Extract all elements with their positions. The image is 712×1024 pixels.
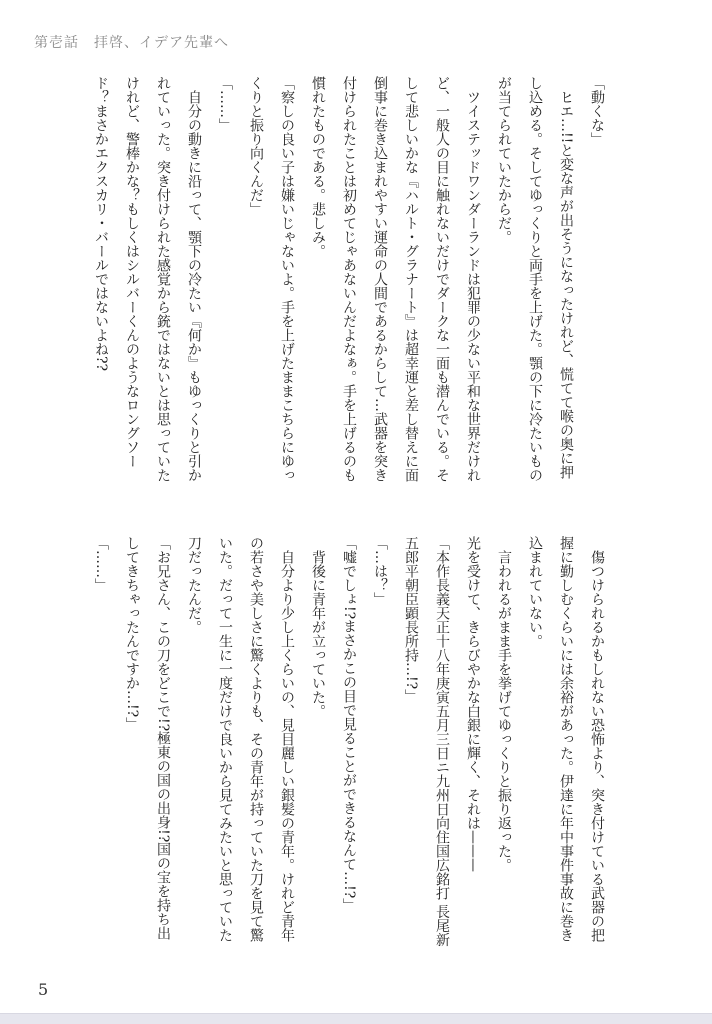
- page-number: 5: [38, 980, 49, 999]
- viewer-bottom-bar: [0, 1013, 712, 1024]
- text-line: くりと振り向くんだ」: [248, 76, 264, 216]
- text-line: 自分より少し上くらいの、見目麗しい銀髪の青年。けれど青年: [279, 536, 295, 942]
- text-line: れていった。突き付けられた感覚から銃ではないとは思っていた: [155, 76, 171, 482]
- text-line: 「…は？」: [372, 536, 388, 606]
- text-line: 握に勤しむくらいには余裕があった。伊達に年中事件事故に巻き: [558, 536, 574, 942]
- text-line: 「察しの良い子は嫌いじゃないよ。手を上げたままこちらにゆっ: [279, 76, 295, 482]
- text-line: ど、一般人の目に触れないだけでダークな一面も潜んでいる。そ: [434, 76, 450, 482]
- text-line: ヒエ…!!と変な声が出そうになったけれど、慌てて喉の奥に押: [558, 76, 574, 480]
- text-line: の若さや美しさに驚くよりも、その青年が持っていた刀を見て驚: [248, 536, 264, 942]
- chapter-header: 第壱話 拝啓、イデア先輩へ: [34, 35, 229, 51]
- text-line: してきちゃったんですか…!?」: [124, 536, 140, 732]
- text-block-bottom: [85, 536, 612, 976]
- text-block-top: [85, 76, 612, 516]
- text-line: して悲しいかな『ハルト・グラナート』は超幸運と差し替えに面: [403, 76, 419, 482]
- text-line: 「……」: [217, 76, 233, 132]
- text-line: 五郎平朝臣顕長所持…!?」: [403, 536, 419, 704]
- text-line: 「嘘でしょ!?まさかこの目で見ることができるなんて…!?」: [341, 536, 357, 913]
- text-line: 光を受けて、きらびやかな白銀に輝く、それは———: [465, 536, 481, 872]
- text-line: し込める。そしてゆっくりと両手を上げた。顎の下に冷たいもの: [527, 76, 543, 482]
- text-line: 付けられたことは初めてじゃあないんだよなぁ。手を上げるのも: [341, 76, 357, 482]
- text-line: 「……」: [93, 536, 109, 592]
- text-line: 刀だったんだ。: [186, 536, 202, 634]
- text-line: 傷つけられるかもしれない恐怖より、突き付けている武器の把: [589, 536, 605, 942]
- text-line: 倒事に巻き込まれやすい運命の人間であるからして…武器を突き: [372, 76, 388, 482]
- text-line: 背後に青年が立っていた。: [310, 536, 326, 718]
- text-line: 言われるがまま手を挙げてゆっくりと振り返った。: [496, 536, 512, 872]
- text-line: ド？まさかエクスカリ・バールではないよね??: [93, 76, 109, 372]
- text-line: が当てられていたからだ。: [496, 76, 512, 244]
- text-line: 慣れたものである。悲しみ。: [310, 76, 326, 258]
- text-line: ツイステッドワンダーランドは犯罪の少ない平和な世界だけれ: [465, 76, 481, 482]
- text-line: 「お兄さん、この刀をどこで!?極東の国の出身!?国の宝を持ち出: [155, 536, 171, 941]
- text-line: 「本作長義天正十八年庚寅五月三日ニ九州日向住国広銘打 長尾新: [434, 536, 450, 947]
- text-line: 「動くな」: [589, 76, 605, 146]
- text-line: けれど、警棒かな？もしくはシルバーくんのようなロングソー: [124, 76, 140, 468]
- text-line: 自分の動きに沿って、顎下の冷たい『何か』もゆっくりと引か: [186, 76, 202, 482]
- text-line: 込まれていない。: [527, 536, 543, 648]
- text-line: いた。だって一生に一度だけで良いから見てみたいと思っていた: [217, 536, 233, 942]
